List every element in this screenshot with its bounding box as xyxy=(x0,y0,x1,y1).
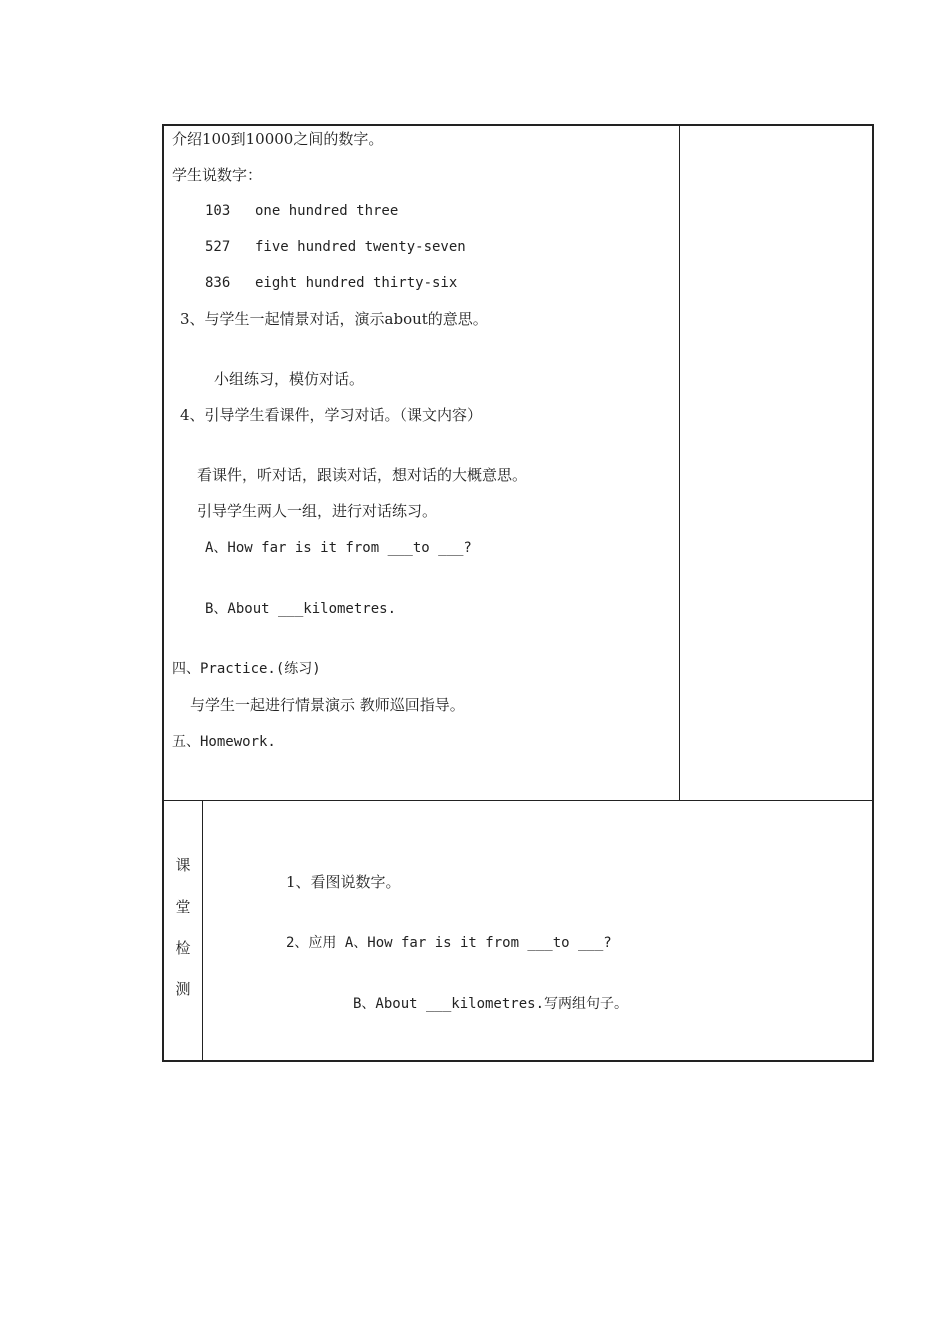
pair-practice: 引导学生两人一组，进行对话练习。 xyxy=(197,502,438,520)
label-char-3: 检 xyxy=(175,939,191,957)
check-question-1: 1、看图说数字。 xyxy=(286,873,401,891)
check-question-3: B、About ___kilometres.写两组句子。 xyxy=(353,996,629,1012)
dialogue-b: B、About ___kilometres. xyxy=(205,601,397,617)
demo-guidance: 与学生一起进行情景演示 教师巡回指导。 xyxy=(190,696,465,714)
lesson-table xyxy=(162,124,874,1062)
table-divider-vertical-right xyxy=(679,124,680,801)
number-103: 103 xyxy=(205,203,231,219)
section-homework: 五、Homework. xyxy=(172,734,276,750)
number-527: 527 xyxy=(205,239,231,255)
check-question-2: 2、应用 A、How far is it from ___to ___? xyxy=(286,935,612,951)
intro-line: 介绍100到10000之间的数字。 xyxy=(172,130,384,148)
label-char-2: 堂 xyxy=(175,898,191,916)
step-3: 3、与学生一起情景对话，演示about的意思。 xyxy=(180,310,488,328)
number-836-words: eight hundred thirty-six xyxy=(255,275,458,291)
number-103-words: one hundred three xyxy=(255,203,399,219)
group-practice: 小组练习，模仿对话。 xyxy=(214,370,365,388)
step-4: 4、引导学生看课件，学习对话。（课文内容） xyxy=(180,406,483,424)
number-836: 836 xyxy=(205,275,231,291)
label-char-4: 测 xyxy=(175,980,191,998)
section-practice: 四、Practice.(练习) xyxy=(172,661,321,677)
watch-courseware: 看课件，听对话，跟读对话，想对话的大概意思。 xyxy=(197,466,528,484)
students-say-numbers: 学生说数字： xyxy=(172,166,263,184)
table-divider-vertical-left xyxy=(202,800,203,1062)
number-527-words: five hundred twenty-seven xyxy=(255,239,466,255)
table-divider-horizontal xyxy=(162,800,874,801)
label-char-1: 课 xyxy=(175,856,191,874)
dialogue-a: A、How far is it from ___to ___? xyxy=(205,540,472,556)
